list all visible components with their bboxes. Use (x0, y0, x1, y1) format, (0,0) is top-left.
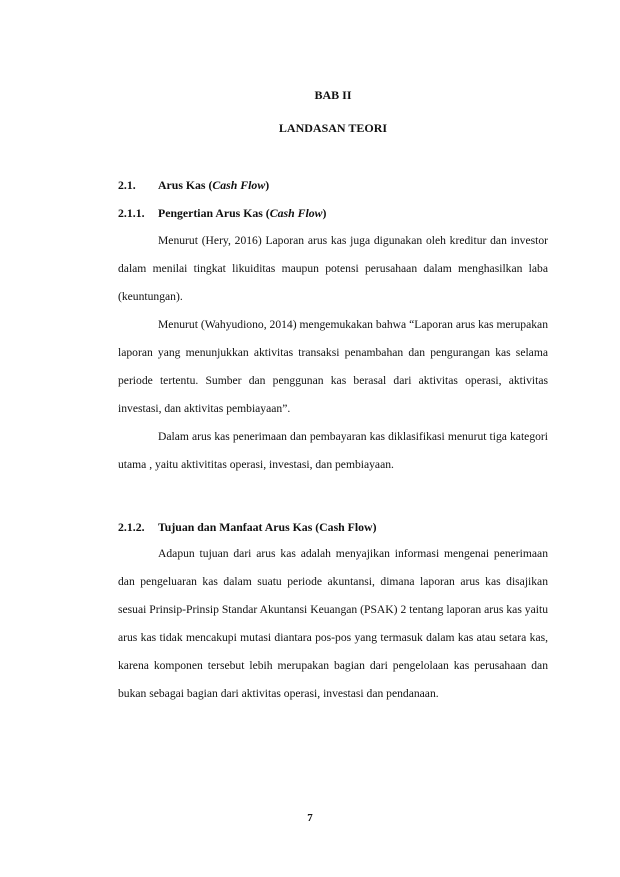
paragraph-klasifikasi: Dalam arus kas penerimaan dan pembayaran kas diklasifikasi menurut tiga kategori utama , yaitu aktivititas operasi, investasi, dan pembiayaan. (118, 430, 548, 471)
paragraph-tujuan: Adapun tujuan dari arus kas adalah menyajikan informasi mengenai penerimaan dan pengeluaran kas dalam suatu periode akuntansi, dimana laporan arus kas disajikan sesuai Prinsip-Prinsip Standar Akuntansi Keuangan (PSAK) 2 tentang laporan arus kas yaitu arus kas tidak mencakupi mutasi diantara pos-pos yang termasuk dalam kas atau setara kas, karena komponen tersebut lebih merupakan bagian dari pengelolaan kas perusahaan dan bukan sebagai bagian dari aktivitas operasi, investasi dan pendanaan. (118, 547, 548, 700)
section-2-1-heading (118, 178, 548, 193)
section-2-1-2-heading (118, 520, 548, 535)
section-2-1-1-number: 2.1.1. (118, 206, 145, 220)
chapter-number: BAB II (314, 88, 352, 102)
section-2-1-number: 2.1. (118, 178, 136, 192)
section-2-1-1-heading (118, 206, 548, 221)
section-2-1-1-title-suffix: ) (322, 206, 327, 220)
section-2-1-2-number: 2.1.2. (118, 520, 145, 534)
chapter-title: LANDASAN TEORI (278, 121, 388, 135)
paragraph-hery: Menurut (Hery, 2016) Laporan arus kas juga digunakan oleh kreditur dan investor dalam menilai tingkat likuiditas maupun potensi perusahaan dalam menghasilkan laba (keuntungan). (118, 234, 548, 303)
paragraph-wahyudiono: Menurut (Wahyudiono, 2014) mengemukakan bahwa “Laporan arus kas merupakan laporan yang menunjukkan aktivitas transaksi penambahan dan pengurangan kas selama periode tertentu. Sumber dan penggunan kas berasal dari aktivitas operasi, aktivitas investasi, dan aktivitas pembiayaan”. (118, 318, 548, 415)
section-2-1-1-title-italic: Cash Flow (269, 206, 323, 220)
section-2-1-title-italic: Cash Flow (212, 178, 266, 192)
page-number: 7 (307, 812, 313, 824)
section-2-1-1-title-prefix: Pengertian Arus Kas ( (158, 206, 270, 220)
section-2-1-title-suffix: ) (265, 178, 270, 192)
section-2-1-title-prefix: Arus Kas ( (158, 178, 213, 192)
section-2-1-2-title: Tujuan dan Manfaat Arus Kas (Cash Flow) (158, 520, 377, 534)
